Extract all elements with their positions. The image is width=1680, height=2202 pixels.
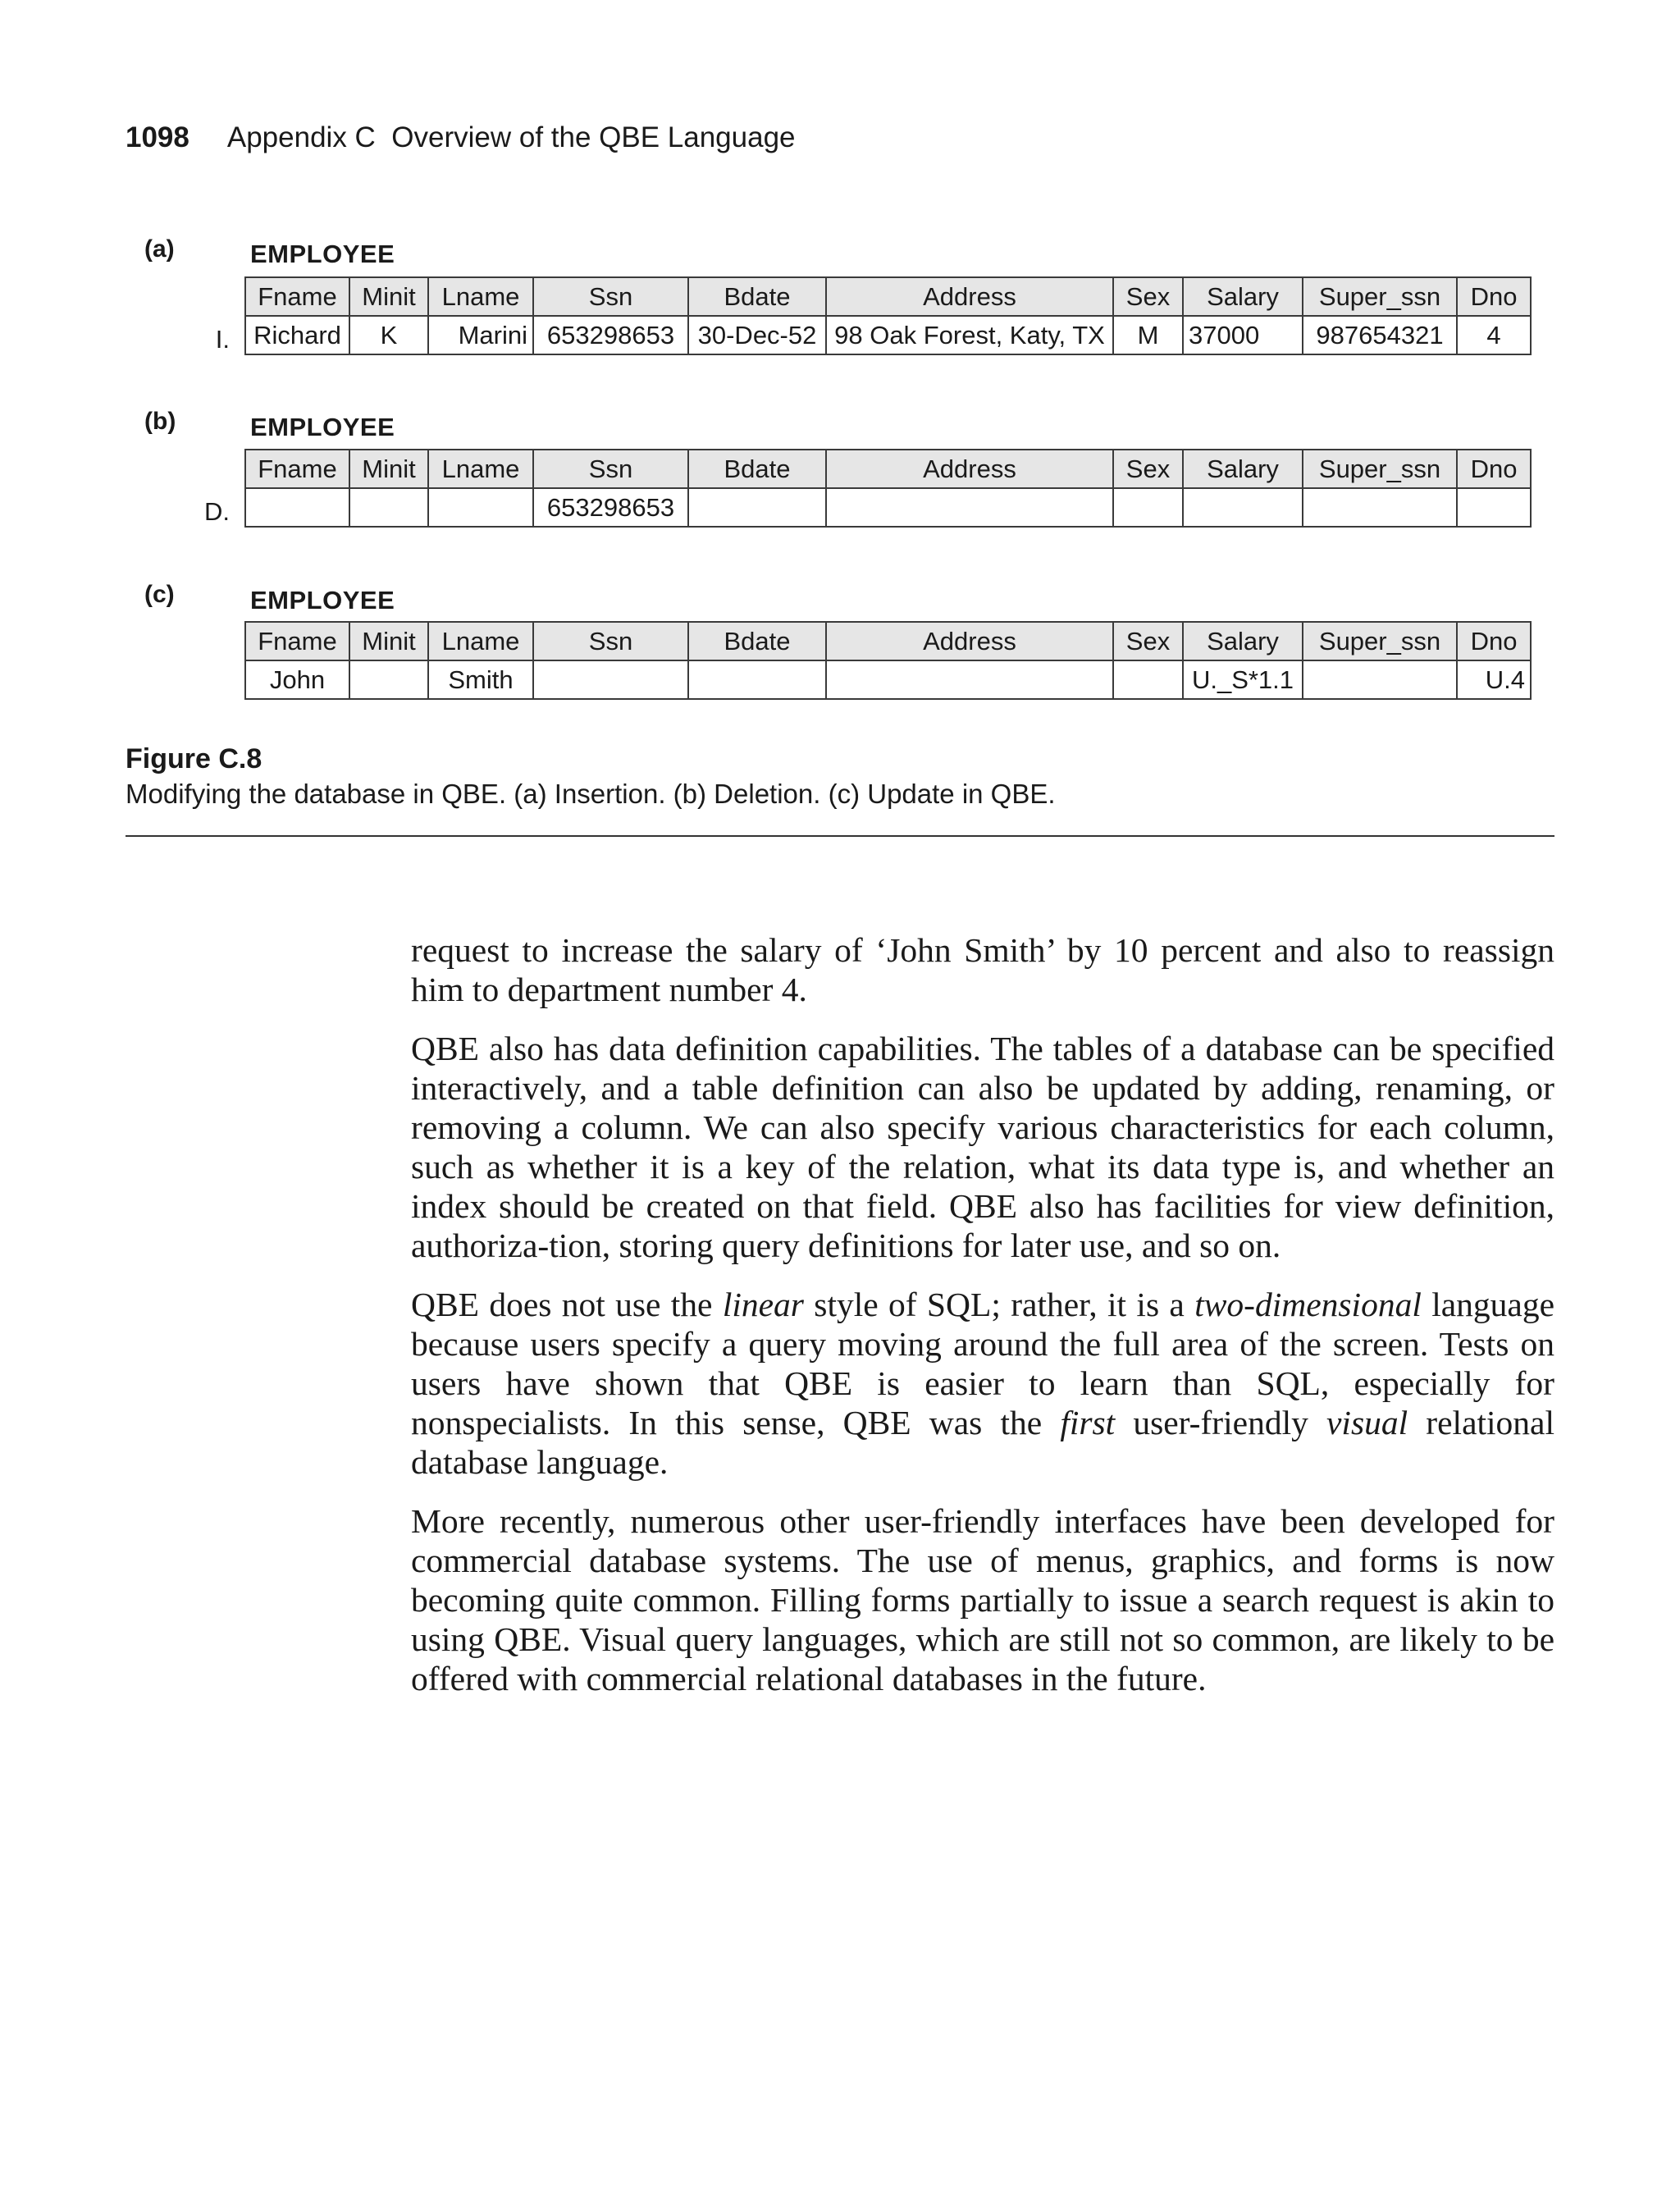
column-header-address: Address	[826, 450, 1113, 488]
column-header-address: Address	[826, 277, 1113, 316]
cell-super-ssn	[1303, 660, 1457, 699]
cell-fname: John	[245, 660, 349, 699]
cell-fname	[245, 488, 349, 527]
panel-c-table-name: EMPLOYEE	[250, 586, 395, 614]
cell-minit: K	[349, 316, 428, 354]
cell-salary: U._S*1.1	[1183, 660, 1303, 699]
employee-table-insertion	[244, 276, 1532, 355]
paragraph-4: More recently, numerous other user-friendly interfaces have been developed for commercial database systems. The use of menus, graphics, and forms is now becoming quite common. Filling forms partially to issue a search request is akin to using QBE. Visual query languages, which are still not so common, are likely to be offered with commercial relational databases in the future.	[411, 1502, 1554, 1697]
table-row	[245, 316, 1531, 354]
cell-dno: 4	[1457, 316, 1531, 354]
panel-b-letter: (b)	[144, 408, 176, 435]
column-header-super-ssn: Super_ssn	[1303, 277, 1457, 316]
panel-b-table-name: EMPLOYEE	[250, 413, 395, 441]
cell-ssn: 653298653	[533, 488, 688, 527]
paragraph-3-text: QBE does not use the	[411, 1286, 723, 1323]
cell-salary: 37000	[1183, 316, 1303, 354]
cell-bdate: 30-Dec-52	[688, 316, 826, 354]
running-head	[126, 121, 796, 154]
cell-minit	[349, 660, 428, 699]
panel-a-letter: (a)	[144, 235, 175, 263]
column-header-dno: Dno	[1457, 277, 1531, 316]
header-row	[245, 450, 1531, 488]
cell-address	[826, 488, 1113, 527]
cell-dno: U.4	[1457, 660, 1531, 699]
emphasis-visual: visual	[1326, 1404, 1408, 1441]
paragraph-3-text: relational database language.	[411, 1404, 1555, 1481]
table-row	[245, 660, 1531, 699]
paragraph-3-text: language because users specify a query moving around the full area of the screen. Tests on users have shown that QBE is easier to learn than SQL, especially for nonspecialists. In this sense, QBE was the	[411, 1286, 1555, 1441]
panel-c-letter: (c)	[144, 581, 175, 608]
cell-lname: Smith	[428, 660, 533, 699]
cell-sex: M	[1113, 316, 1183, 354]
column-header-bdate: Bdate	[688, 622, 826, 660]
column-header-bdate: Bdate	[688, 450, 826, 488]
figure-divider	[126, 835, 1554, 837]
column-header-sex: Sex	[1113, 277, 1183, 316]
column-header-salary: Salary	[1183, 622, 1303, 660]
running-title: Appendix C Overview of the QBE Language	[226, 121, 796, 153]
column-header-dno: Dno	[1457, 622, 1531, 660]
figure-caption: Modifying the database in QBE. (a) Insertion. (b) Deletion. (c) Update in QBE.	[126, 779, 1056, 809]
cell-address: 98 Oak Forest, Katy, TX	[826, 316, 1113, 354]
cell-fname: Richard	[245, 316, 349, 354]
column-header-address: Address	[826, 622, 1113, 660]
emphasis-first: first	[1060, 1404, 1116, 1441]
column-header-fname: Fname	[245, 277, 349, 316]
emphasis-linear: linear	[722, 1286, 804, 1323]
body-text	[411, 930, 1554, 1698]
cell-address	[826, 660, 1113, 699]
cell-bdate	[688, 660, 826, 699]
cell-super-ssn	[1303, 488, 1457, 527]
column-header-ssn: Ssn	[533, 450, 688, 488]
column-header-fname: Fname	[245, 450, 349, 488]
paragraph-1: request to increase the salary of ‘John Smith’ by 10 percent and also to reassign him to department number 4.	[411, 931, 1554, 1008]
table-row	[245, 488, 1531, 527]
cell-lname: Marini	[428, 316, 533, 354]
panel-b-row-marker: D.	[204, 497, 230, 526]
cell-ssn	[533, 660, 688, 699]
employee-table-deletion	[244, 449, 1532, 528]
cell-bdate	[688, 488, 826, 527]
column-header-bdate: Bdate	[688, 277, 826, 316]
cell-lname	[428, 488, 533, 527]
cell-super-ssn: 987654321	[1303, 316, 1457, 354]
paragraph-3-text: style of SQL; rather, it is a	[803, 1286, 1195, 1323]
cell-sex	[1113, 488, 1183, 527]
column-header-lname: Lname	[428, 277, 533, 316]
panel-a-table-name: EMPLOYEE	[250, 240, 395, 268]
column-header-minit: Minit	[349, 450, 428, 488]
column-header-ssn: Ssn	[533, 622, 688, 660]
emphasis-two-dimensional: two-dimensional	[1194, 1286, 1422, 1323]
header-row	[245, 277, 1531, 316]
column-header-lname: Lname	[428, 622, 533, 660]
column-header-fname: Fname	[245, 622, 349, 660]
cell-salary	[1183, 488, 1303, 527]
column-header-super-ssn: Super_ssn	[1303, 622, 1457, 660]
column-header-super-ssn: Super_ssn	[1303, 450, 1457, 488]
header-row	[245, 622, 1531, 660]
column-header-sex: Sex	[1113, 450, 1183, 488]
cell-ssn: 653298653	[533, 316, 688, 354]
employee-table-update	[244, 621, 1532, 700]
column-header-salary: Salary	[1183, 450, 1303, 488]
paragraph-2: QBE also has data definition capabilities. The tables of a database can be specified interactively, and a table definition can also be updated by adding, renaming, or removing a column. We can also specify various characteristics for each column, such as whether it is a key of the relation, what its data type is, and whether an index should be created on that field. QBE also has facilities for view definition, authoriza-tion, storing query definitions for later use, and so on.	[411, 1030, 1554, 1264]
column-header-lname: Lname	[428, 450, 533, 488]
cell-dno	[1457, 488, 1531, 527]
column-header-minit: Minit	[349, 622, 428, 660]
page-number: 1098	[126, 121, 189, 153]
column-header-salary: Salary	[1183, 277, 1303, 316]
figure-label: Figure C.8	[126, 743, 262, 774]
paragraph-3	[411, 1285, 1554, 1482]
cell-minit	[349, 488, 428, 527]
panel-a-row-marker: I.	[215, 325, 230, 354]
column-header-minit: Minit	[349, 277, 428, 316]
column-header-dno: Dno	[1457, 450, 1531, 488]
column-header-ssn: Ssn	[533, 277, 688, 316]
column-header-sex: Sex	[1113, 622, 1183, 660]
paragraph-3-text: user-friendly	[1115, 1404, 1327, 1441]
cell-sex	[1113, 660, 1183, 699]
